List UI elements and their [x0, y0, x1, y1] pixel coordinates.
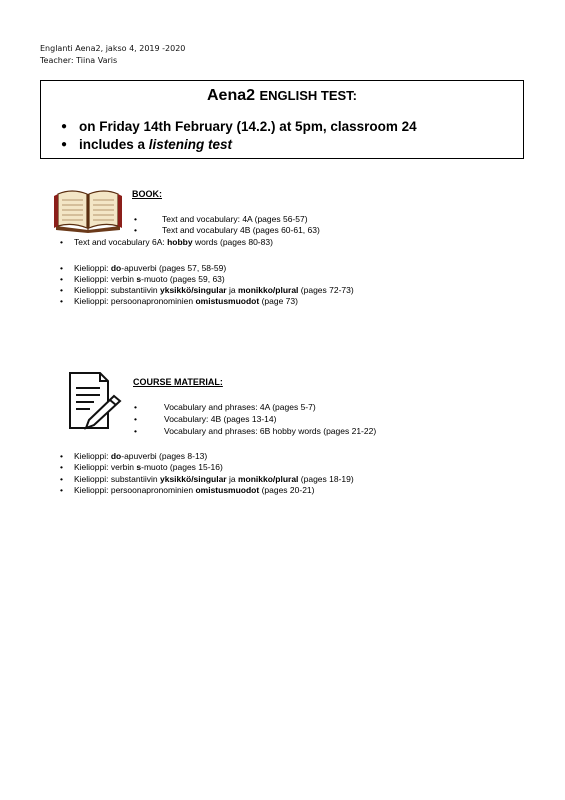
test-title-course: Aena2: [207, 87, 256, 104]
book-item: [60, 237, 273, 248]
grammar-text: -muoto (pages 15-16): [141, 462, 223, 472]
grammar-text: -apuverbi (pages 8-13): [121, 451, 208, 461]
course-info: Englanti Aena2, jakso 4, 2019 -2020: [40, 44, 186, 53]
grammar-emphasis: yksikkö/singular: [160, 474, 227, 484]
book-item-text: Text and vocabulary 4B (pages 60-61, 63): [162, 225, 320, 235]
grammar-text: Kielioppi: substantiivin: [74, 285, 160, 295]
grammar-emphasis: do: [110, 263, 122, 273]
course-grammar-item: [60, 474, 354, 485]
bullet-icon: •: [60, 451, 63, 461]
bullet-icon: •: [60, 296, 63, 306]
book-grammar-item: [60, 296, 298, 307]
grammar-emphasis: monikko/plural: [237, 285, 299, 295]
grammar-text: (pages 20-21): [259, 485, 315, 495]
book-title: BOOK:: [132, 189, 162, 199]
bullet-icon: •: [60, 274, 63, 284]
course-grammar-item: [60, 451, 207, 462]
book-item-text: Text and vocabulary 6A:: [74, 237, 168, 247]
bullet-icon: •: [134, 214, 137, 224]
bullet-icon: •: [60, 237, 63, 247]
bullet-icon: •: [60, 263, 63, 273]
grammar-emphasis: omistusmuodot: [195, 296, 260, 306]
listening-bullet: [61, 137, 232, 152]
test-title-label: ENGLISH TEST:: [259, 88, 357, 103]
grammar-emphasis: s: [136, 274, 142, 284]
grammar-text: Kielioppi:: [74, 263, 111, 273]
course-grammar-item: [60, 462, 223, 473]
document-pen-icon: [64, 370, 124, 432]
listening-text: includes a: [79, 137, 149, 152]
bullet-icon: •: [134, 426, 137, 436]
grammar-text: Kielioppi: persoonapronominien: [74, 296, 196, 306]
bullet-icon: •: [134, 225, 137, 235]
book-item: [134, 225, 320, 236]
grammar-text: Kielioppi: substantiivin: [74, 474, 160, 484]
bullet-icon: •: [60, 462, 63, 472]
grammar-text: (pages 72-73): [298, 285, 354, 295]
grammar-text: ja: [226, 285, 238, 295]
test-info-box: [40, 80, 524, 159]
test-date-bullet: [61, 119, 417, 134]
course-item: [134, 402, 316, 413]
book-grammar-item: [60, 263, 226, 274]
teacher-info: Teacher: Tiina Varis: [40, 56, 118, 65]
grammar-emphasis: do: [110, 451, 122, 461]
grammar-text: ja: [226, 474, 238, 484]
open-book-icon: [52, 186, 124, 234]
bullet-icon: ●: [61, 121, 68, 132]
course-material-title: COURSE MATERIAL:: [133, 377, 223, 387]
grammar-text: -apuverbi (pages 57, 58-59): [121, 263, 227, 273]
grammar-emphasis: omistusmuodot: [195, 485, 260, 495]
grammar-text: Kielioppi:: [74, 451, 111, 461]
grammar-emphasis: s: [136, 462, 142, 472]
grammar-text: (pages 18-19): [298, 474, 354, 484]
listening-emphasis: listening test: [148, 137, 233, 152]
grammar-emphasis: yksikkö/singular: [160, 285, 227, 295]
bullet-icon: •: [134, 402, 137, 412]
book-grammar-item: [60, 285, 354, 296]
bullet-icon: •: [134, 414, 137, 424]
grammar-text: Kielioppi: verbin: [74, 274, 137, 284]
bullet-icon: •: [60, 485, 63, 495]
course-item-text: Vocabulary: 4B (pages 13-14): [164, 414, 277, 424]
bullet-icon: •: [60, 285, 63, 295]
course-item: [134, 426, 376, 437]
grammar-emphasis: monikko/plural: [237, 474, 299, 484]
course-item-text: Vocabulary and phrases: 6B hobby words (pages 21-22): [164, 426, 377, 436]
book-item-text: words (pages 80-83): [192, 237, 273, 247]
grammar-text: (page 73): [259, 296, 298, 306]
book-item: [134, 214, 308, 225]
bullet-icon: ●: [61, 139, 68, 150]
course-item-text: Vocabulary and phrases: 4A (pages 5-7): [164, 402, 316, 412]
book-item-text: Text and vocabulary: 4A (pages 56-57): [162, 214, 308, 224]
course-item: [134, 414, 276, 425]
course-grammar-item: [60, 485, 315, 496]
book-item-emphasis: hobby: [167, 237, 193, 247]
grammar-text: Kielioppi: persoonapronominien: [74, 485, 196, 495]
test-title: [41, 87, 523, 105]
test-date-text: on Friday 14th February (14.2.) at 5pm, classroom 24: [79, 119, 417, 134]
grammar-text: -muoto (pages 59, 63): [141, 274, 225, 284]
book-grammar-item: [60, 274, 225, 285]
bullet-icon: •: [60, 474, 63, 484]
grammar-text: Kielioppi: verbin: [74, 462, 137, 472]
